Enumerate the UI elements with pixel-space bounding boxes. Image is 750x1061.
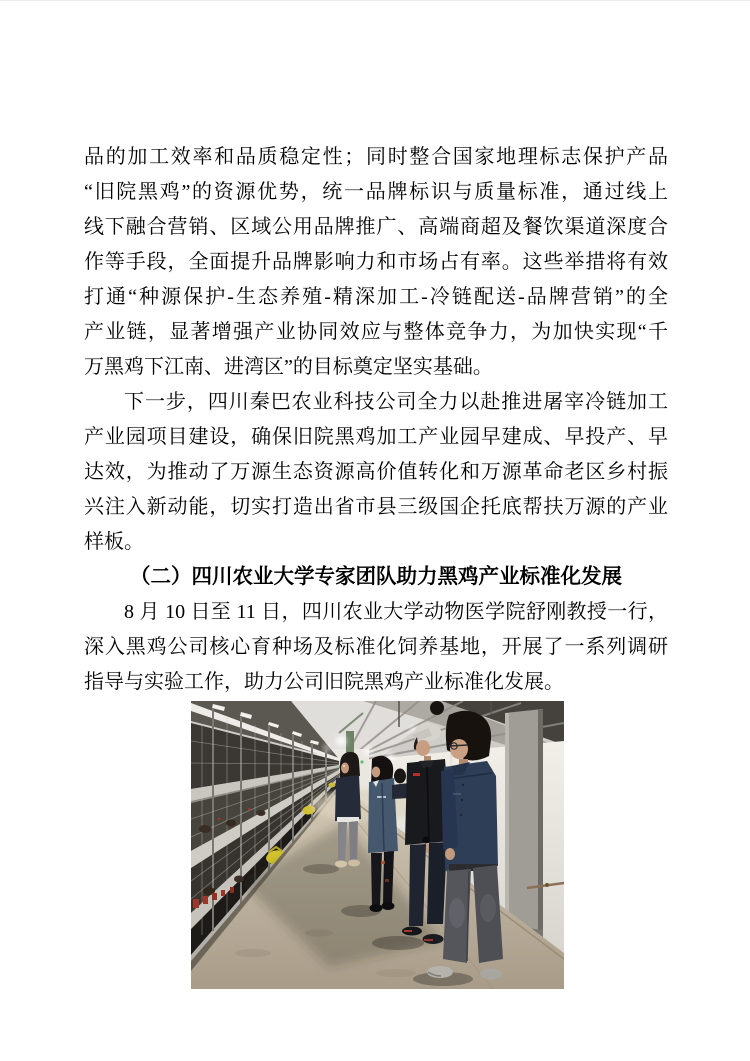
paragraph-line: 线下融合营销、区域公用品牌推广、高端商超及餐饮渠道深度合	[84, 216, 668, 238]
text-block	[84, 140, 668, 700]
section-heading: （二）四川农业大学专家团队助力黑鸡产业标准化发展	[130, 566, 622, 588]
jacket-red-logo	[413, 773, 420, 776]
paragraph-line: 作等手段，全面提升品牌影响力和市场占有率。这些举措将有效	[84, 251, 668, 273]
facility-photo	[191, 701, 564, 989]
paragraph-line: 产业园项目建设，确保旧院黑鸡加工产业园早建成、早投产、早	[84, 426, 668, 448]
paragraph-line: 打通“种源保护-生态养殖-精深加工-冷链配送-品牌营销”的全	[84, 286, 668, 308]
paragraph-line: 样板。	[84, 531, 144, 553]
paragraph-line: 8 月 10 日至 11 日，四川农业大学动物医学院舒刚教授一行，	[124, 601, 668, 623]
paragraph-line: “旧院黑鸡”的资源优势，统一品牌标识与质量标准，通过线上	[84, 181, 668, 203]
paragraph-line: 万黑鸡下江南、进湾区”的目标奠定坚实基础。	[84, 356, 493, 378]
paragraph-line: 下一步，四川秦巴农业科技公司全力以赴推进屠宰冷链加工	[124, 391, 668, 413]
paragraph-line: 产业链，显著增强产业协同效应与整体竞争力，为加快实现“千	[84, 321, 668, 343]
paragraph-line: 指导与实验工作，助力公司旧院黑鸡产业标准化发展。	[84, 671, 564, 693]
paragraph-line: 品的加工效率和品质稳定性；同时整合国家地理标志保护产品	[84, 146, 668, 168]
paragraph-line: 达效，为推动了万源生态资源高价值转化和万源革命老区乡村振	[84, 461, 668, 483]
wrist-watch	[423, 837, 430, 844]
paragraph-line: 深入黑鸡公司核心育种场及标准化饲养基地，开展了一系列调研	[84, 636, 668, 658]
paragraph-line: 兴注入新动能，切实打造出省市县三级国企托底帮扶万源的产业	[84, 496, 668, 518]
glasses	[449, 745, 468, 746]
ceiling-lamp	[430, 701, 444, 715]
